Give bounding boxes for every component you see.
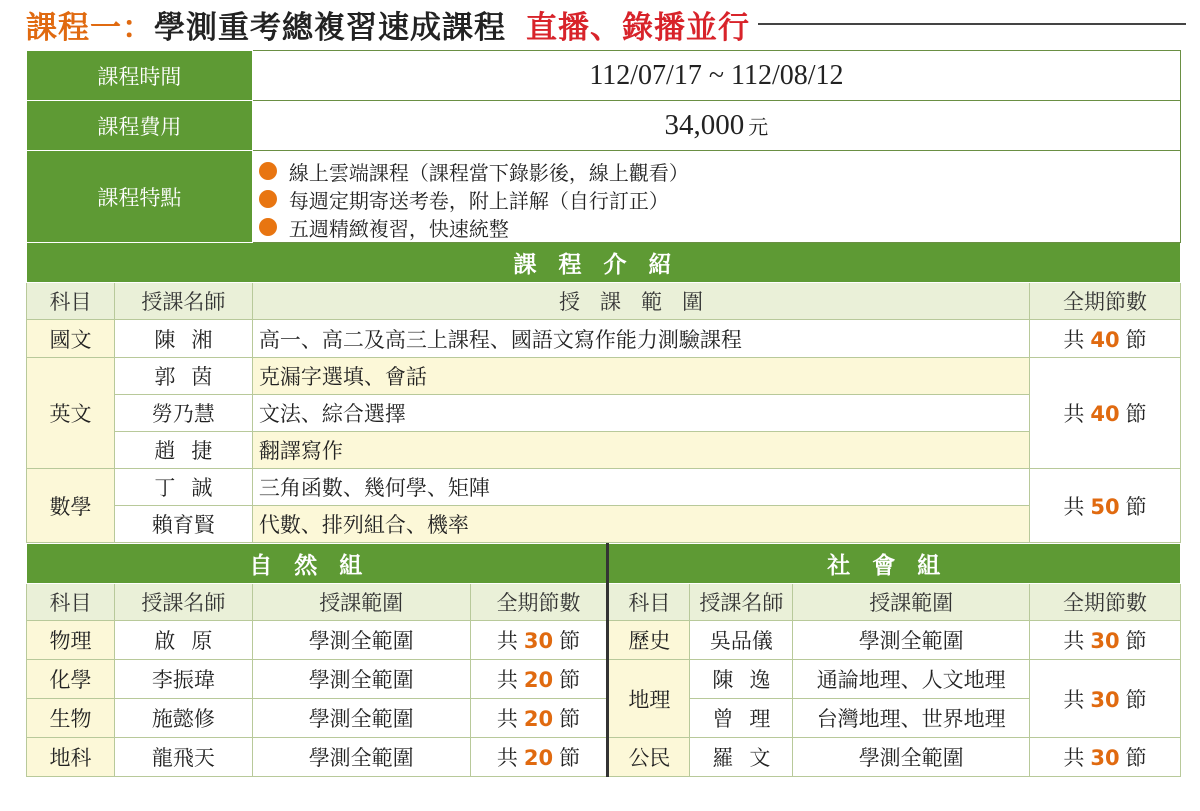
- subject-history: 歷史: [608, 621, 690, 660]
- teacher-name: 李振瑋: [114, 660, 252, 699]
- features-list: [252, 151, 1180, 243]
- intro-section-title: 課程介紹: [27, 243, 1181, 283]
- subject-biology: 生物: [27, 699, 115, 738]
- count-number: 40: [1090, 402, 1120, 426]
- teacher-name: 龍飛天: [114, 738, 252, 777]
- count-number: 40: [1090, 327, 1120, 352]
- course-scope: 學測全範圍: [793, 738, 1030, 777]
- subject-chemistry: 化學: [27, 660, 115, 699]
- count-prefix: 共: [496, 746, 518, 770]
- course-scope: 台灣地理、世界地理: [793, 699, 1030, 738]
- feature-text: 線上雲端課程（課程當下錄影後，線上觀看）: [288, 160, 689, 185]
- lesson-count-earth-science: [470, 738, 608, 777]
- course-scope: 學測全範圍: [252, 699, 470, 738]
- feature-item: [259, 157, 1180, 185]
- bullet-dot-icon: [259, 190, 277, 208]
- course-scope: 通論地理、人文地理: [793, 660, 1030, 699]
- col-header-teacher: 授課名師: [114, 283, 252, 320]
- teacher-name: 羅文: [690, 738, 793, 777]
- count-prefix: 共: [1063, 687, 1085, 712]
- subject-earth-science: 地科: [27, 738, 115, 777]
- course-scope: 三角函數、幾何學、矩陣: [252, 469, 1029, 506]
- count-suffix: 節: [1125, 687, 1147, 712]
- group-courses-table: [26, 543, 1181, 777]
- count-prefix: 共: [1063, 746, 1085, 770]
- lesson-count-english: [1030, 358, 1181, 469]
- features-label: 課程特點: [27, 151, 253, 243]
- lesson-count-biology: [470, 699, 608, 738]
- col-header-subject: 科目: [27, 283, 115, 320]
- bullet-dot-icon: [259, 162, 277, 180]
- page-title: 學測重考總複習速成課程: [154, 9, 506, 46]
- teacher-name: 丁誠: [114, 469, 252, 506]
- course-info-table: [26, 50, 1181, 543]
- date-value-cell: [252, 51, 1180, 101]
- count-number: 20: [523, 707, 554, 731]
- feature-text: 五週精緻複習，快速統整: [288, 216, 509, 241]
- subject-geography: 地理: [608, 660, 690, 738]
- count-suffix: 節: [1125, 402, 1147, 426]
- lesson-count-history: [1030, 621, 1181, 660]
- course-scope: 文法、綜合選擇: [252, 395, 1029, 432]
- page-title-bar: [26, 0, 1186, 48]
- title-prefix: 課程一：: [26, 9, 154, 46]
- col-header-count: 全期節數: [1030, 283, 1181, 320]
- teacher-name: 陳逸: [690, 660, 793, 699]
- teacher-name: 陳湘: [114, 320, 252, 358]
- social-section-title: 社會組: [608, 544, 1181, 584]
- teacher-name: 賴育賢: [114, 506, 252, 543]
- feature-item: [259, 213, 1180, 241]
- col-header-teacher: 授課名師: [690, 584, 793, 621]
- teacher-name: 勞乃慧: [114, 395, 252, 432]
- count-suffix: 節: [559, 707, 581, 731]
- col-header-scope: 授課範圍: [252, 584, 470, 621]
- lesson-count-civics: [1030, 738, 1181, 777]
- count-suffix: 節: [1125, 327, 1147, 352]
- lesson-count-chinese: [1030, 320, 1181, 358]
- count-prefix: 共: [496, 668, 518, 692]
- teacher-name: 曾理: [690, 699, 793, 738]
- subject-chinese: 國文: [27, 320, 115, 358]
- title-rule: [758, 23, 1186, 25]
- course-scope: 學測全範圍: [252, 738, 470, 777]
- lesson-count-chemistry: [470, 660, 608, 699]
- course-scope: 克漏字選填、會話: [252, 358, 1029, 395]
- teacher-name: 施懿修: [114, 699, 252, 738]
- subject-english: 英文: [27, 358, 115, 469]
- date-value: 112/07/17 ~ 112/08/12: [589, 59, 844, 91]
- col-header-subject: 科目: [27, 584, 115, 621]
- feature-text: 每週定期寄送考卷，附上詳解（自行訂正）: [288, 188, 669, 213]
- subject-physics: 物理: [27, 621, 115, 660]
- count-number: 20: [523, 746, 554, 770]
- col-header-teacher: 授課名師: [114, 584, 252, 621]
- course-scope: 學測全範圍: [793, 621, 1030, 660]
- date-label: 課程時間: [27, 51, 253, 101]
- count-prefix: 共: [496, 629, 518, 653]
- fee-value-cell: [252, 101, 1180, 151]
- count-number: 20: [523, 668, 554, 692]
- teacher-name: 趙捷: [114, 432, 252, 469]
- fee-value: 34,000: [664, 109, 745, 141]
- bullet-dot-icon: [259, 218, 277, 236]
- count-number: 50: [1090, 494, 1120, 519]
- count-prefix: 共: [1063, 327, 1085, 352]
- page-subtitle: 直播、錄播並行: [526, 9, 750, 46]
- course-scope: 代數、排列組合、機率: [252, 506, 1029, 543]
- course-scope: 翻譯寫作: [252, 432, 1029, 469]
- count-prefix: 共: [1063, 629, 1085, 653]
- count-suffix: 節: [1125, 494, 1147, 519]
- feature-item: [259, 185, 1180, 213]
- count-number: 30: [1090, 629, 1120, 653]
- count-suffix: 節: [559, 629, 581, 653]
- col-header-count: 全期節數: [1030, 584, 1181, 621]
- col-header-subject: 科目: [608, 584, 690, 621]
- count-number: 30: [1090, 687, 1120, 712]
- fee-label: 課程費用: [27, 101, 253, 151]
- course-scope: 高一、高二及高三上課程、國語文寫作能力測驗課程: [252, 320, 1029, 358]
- count-prefix: 共: [1063, 402, 1085, 426]
- teacher-name: 啟原: [114, 621, 252, 660]
- count-suffix: 節: [1125, 746, 1147, 770]
- lesson-count-geography: [1030, 660, 1181, 738]
- lesson-count-physics: [470, 621, 608, 660]
- course-scope: 學測全範圍: [252, 660, 470, 699]
- teacher-name: 吳品儀: [690, 621, 793, 660]
- count-suffix: 節: [559, 746, 581, 770]
- lesson-count-math: [1030, 469, 1181, 543]
- count-number: 30: [1090, 746, 1120, 770]
- col-header-scope: 授課範圍: [793, 584, 1030, 621]
- science-section-title: 自然組: [27, 544, 608, 584]
- subject-civics: 公民: [608, 738, 690, 777]
- course-scope: 學測全範圍: [252, 621, 470, 660]
- count-prefix: 共: [496, 707, 518, 731]
- count-suffix: 節: [1125, 629, 1147, 653]
- fee-unit: 元: [748, 115, 769, 139]
- col-header-count: 全期節數: [470, 584, 608, 621]
- count-number: 30: [523, 629, 554, 653]
- subject-math: 數學: [27, 469, 115, 543]
- count-prefix: 共: [1063, 494, 1085, 519]
- teacher-name: 郭茵: [114, 358, 252, 395]
- count-suffix: 節: [559, 668, 581, 692]
- col-header-scope: 授課範圍: [252, 283, 1029, 320]
